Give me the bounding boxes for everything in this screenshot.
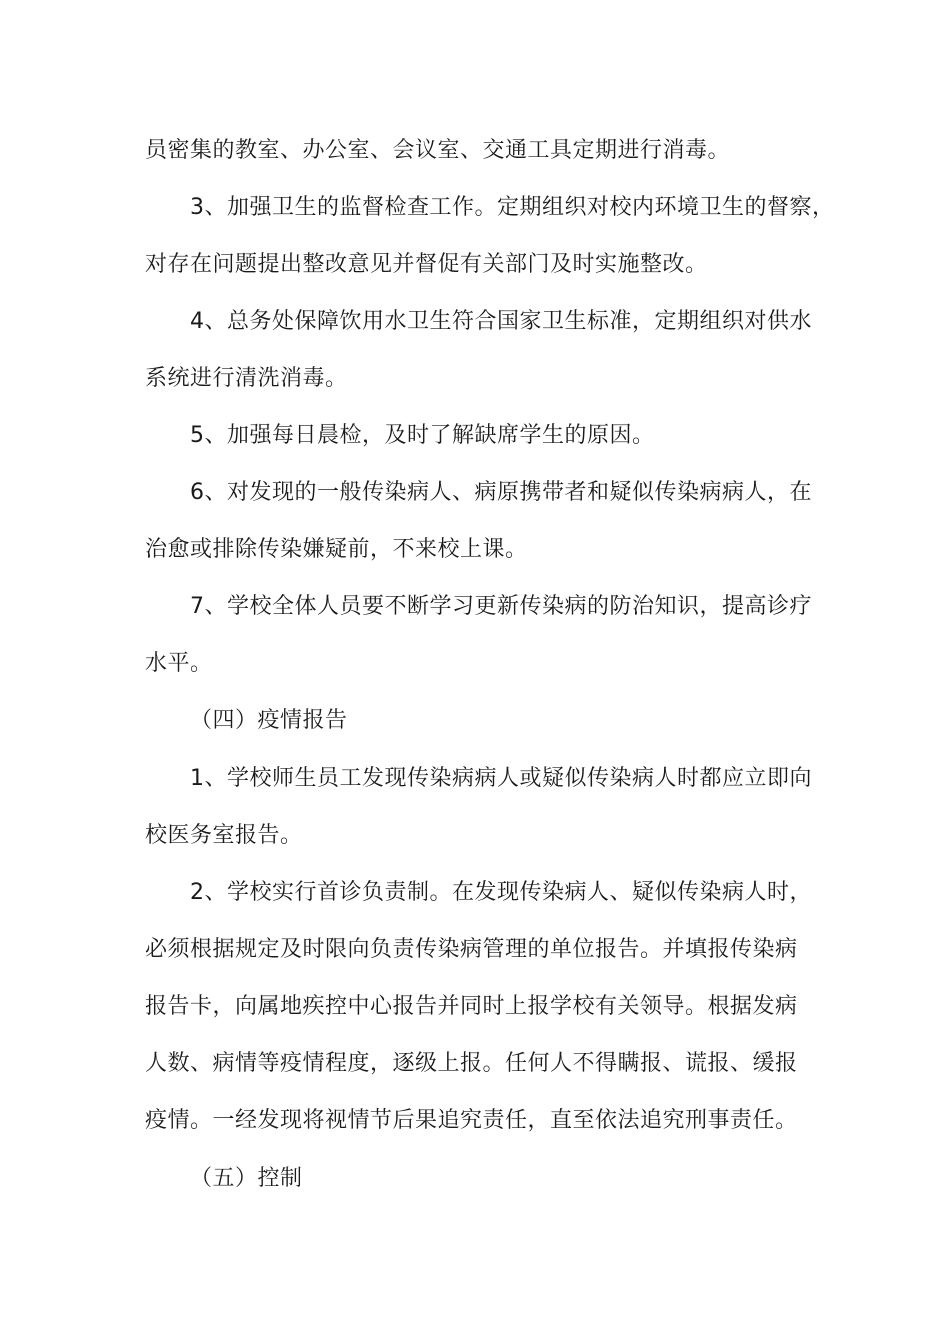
section-heading-control: （五）控制 xyxy=(190,1166,303,1191)
item-7-line-2: 水平。 xyxy=(145,651,213,676)
report-item-1-line-1: 1、学校师生员工发现传染病病人或疑似传染病人时都应立即向 xyxy=(190,766,812,791)
report-item-2-line-2: 必须根据规定及时限向负责传染病管理的单位报告。并填报传染病 xyxy=(145,937,798,962)
item-3-line-1: 3、加强卫生的监督检查工作。定期组织对校内环境卫生的督察， xyxy=(190,195,835,220)
item-4-line-2: 系统进行清洗消毒。 xyxy=(145,366,348,391)
item-4-line-1: 4、总务处保障饮用水卫生符合国家卫生标准，定期组织对供水 xyxy=(190,309,812,334)
report-item-2-line-4: 人数、病情等疫情程度，逐级上报。任何人不得瞒报、谎报、缓报 xyxy=(145,1051,798,1076)
item-5-line-1: 5、加强每日晨检，及时了解缺席学生的原因。 xyxy=(190,423,655,448)
item-7-line-1: 7、学校全体人员要不断学习更新传染病的防治知识，提高诊疗 xyxy=(190,594,812,619)
report-item-2-line-5: 疫情。一经发现将视情节后果追究责任，直至依法追究刑事责任。 xyxy=(145,1108,798,1133)
section-heading-epidemic-report: （四）疫情报告 xyxy=(190,708,348,733)
report-item-2-line-3: 报告卡，向属地疾控中心报告并同时上报学校有关领导。根据发病 xyxy=(145,994,798,1019)
report-item-1-line-2: 校医务室报告。 xyxy=(145,823,303,848)
item-3-line-2: 对存在问题提出整改意见并督促有关部门及时实施整改。 xyxy=(145,252,708,277)
item-6-line-1: 6、对发现的一般传染病人、病原携带者和疑似传染病病人，在 xyxy=(190,480,812,505)
report-item-2-line-1: 2、学校实行首诊负责制。在发现传染病人、疑似传染病人时， xyxy=(190,880,812,905)
item-6-line-2: 治愈或排除传染嫌疑前，不来校上课。 xyxy=(145,537,528,562)
paragraph-continuation-line: 员密集的教室、办公室、会议室、交通工具定期进行消毒。 xyxy=(145,138,731,163)
